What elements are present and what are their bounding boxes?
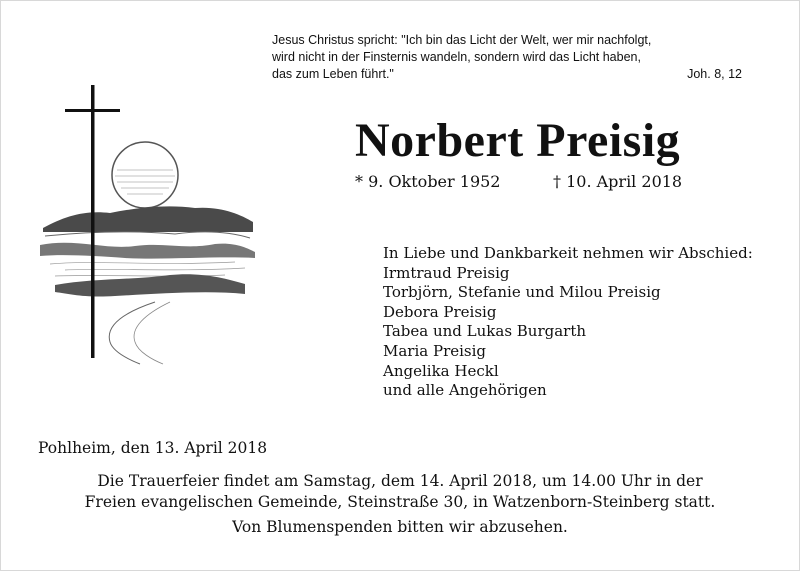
place-date: Pohlheim, den 13. April 2018: [38, 439, 268, 457]
mountains-far: [43, 206, 253, 232]
mourner-name: Maria Preisig: [383, 341, 487, 360]
hills-near: [55, 274, 245, 296]
death-date: † 10. April 2018: [553, 172, 683, 191]
bible-verse: [272, 32, 742, 83]
mourner-name: Tabea und Lukas Burgarth: [383, 322, 587, 341]
mourner-name: Angelika Heckl: [383, 361, 499, 380]
mourner-name: und alle Angehörigen: [383, 381, 547, 400]
service-line-3: Von Blumenspenden bitten wir abzusehen.: [232, 518, 568, 536]
verse-reference: Joh. 8, 12: [687, 67, 742, 81]
road: [109, 302, 155, 364]
verse-line-3: das zum Leben führt.": [272, 67, 394, 81]
mourner-name: Debora Preisig: [383, 302, 497, 321]
verse-line-3-row: [272, 66, 742, 83]
mourners-intro: In Liebe und Dankbarkeit nehmen wir Abschied:: [383, 244, 753, 262]
verse-line-1: Jesus Christus spricht: "Ich bin das Licht der Welt, wer mir nachfolgt,: [272, 33, 652, 47]
deceased-name: Norbert Preisig: [355, 114, 681, 167]
service-line-1: Die Trauerfeier findet am Samstag, dem 14. April 2018, um 14.00 Uhr in der: [97, 472, 703, 490]
mourner-name: Irmtraud Preisig: [383, 263, 510, 282]
sun-icon: [112, 142, 178, 208]
mountains-mid: [40, 243, 255, 259]
mourner-name: Torbjörn, Stefanie und Milou Preisig: [383, 283, 661, 302]
landscape-illustration: [35, 80, 260, 365]
mourners-block: [383, 244, 753, 401]
service-line-2: Freien evangelischen Gemeinde, Steinstraße 30, in Watzenborn-Steinberg statt.: [84, 493, 716, 511]
funeral-service-info: [40, 471, 760, 538]
verse-line-2: wird nicht in der Finsternis wandeln, sondern wird das Licht haben,: [272, 50, 641, 64]
birth-date: * 9. Oktober 1952: [355, 172, 501, 191]
